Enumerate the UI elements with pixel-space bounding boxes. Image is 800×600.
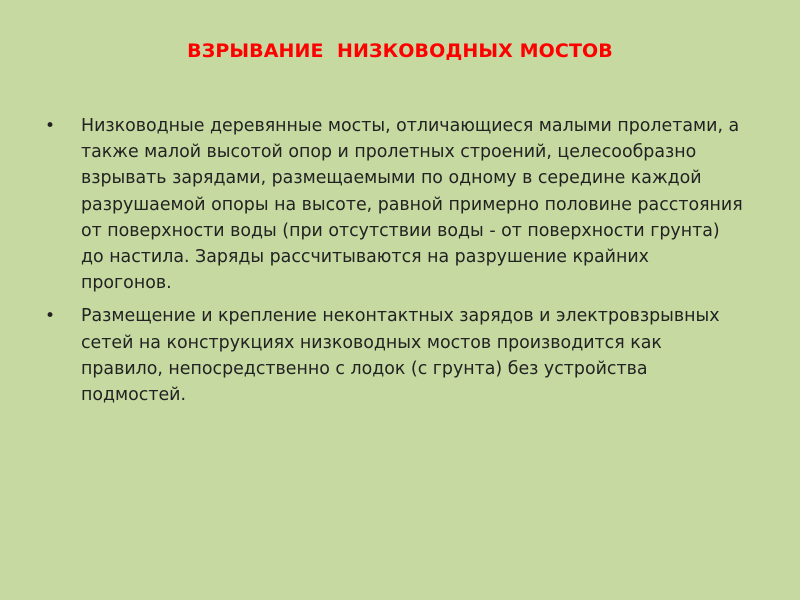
bullet-text: Низководные деревянные мосты, отличающиеся малыми пролетами, а также малой высотой опор и пролетных строений, целесообразно взрывать зарядами, размещаемыми по одному в середине каждой разрушаемой опоры на высоте, равной примерно половине расстояния от поверхности воды (при отсутствии воды - от поверхности грунта) до настила. Заряды рассчитываются на разрушение крайних прогонов. [81,116,743,294]
bullet-icon: • [45,116,56,136]
slide-title: ВЗРЫВАНИЕ НИЗКОВОДНЫХ МОСТОВ [187,40,613,62]
bullet-item [45,303,745,408]
bullet-item [45,113,745,296]
bullet-list [45,113,745,415]
bullet-icon: • [45,306,56,327]
bullet-text: Размещение и крепление неконтактных зарядов и электровзрывных сетей на конструкциях низководных мостов производится как правило, непосредственно с лодок (с грунта) без устройства подмостей. [81,306,720,406]
